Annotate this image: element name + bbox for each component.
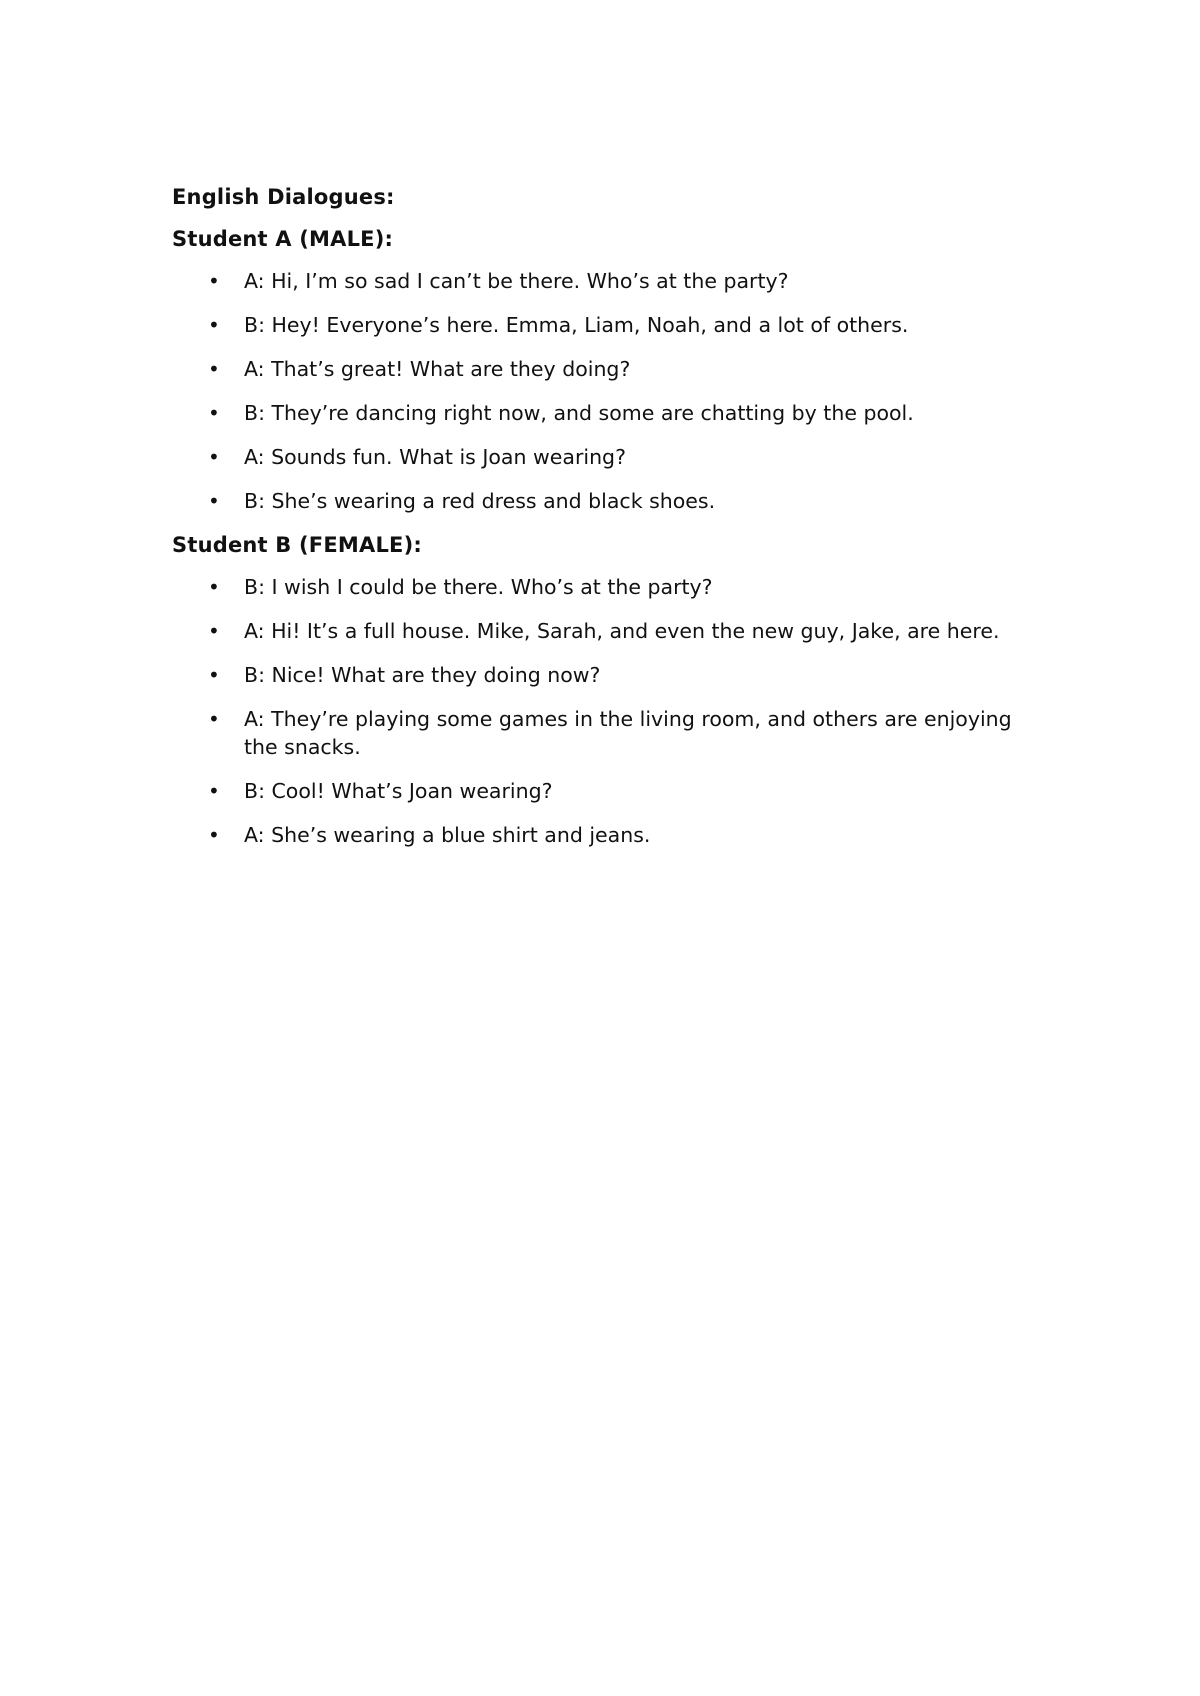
dialogue-text: A: Sounds fun. What is Joan wearing? — [244, 445, 626, 469]
dialogue-text: B: I wish I could be there. Who’s at the party? — [244, 575, 713, 599]
document-content — [172, 183, 1032, 865]
bullet-icon: • — [208, 445, 220, 469]
bullet-icon: • — [208, 269, 220, 293]
dialogue-line — [172, 487, 1014, 515]
dialogue-line — [172, 777, 1014, 805]
bullet-icon: • — [208, 619, 220, 643]
dialogue-line — [172, 311, 1014, 339]
bullet-icon: • — [208, 823, 220, 847]
dialogue-text: B: They’re dancing right now, and some are chatting by the pool. — [244, 401, 914, 425]
dialogue-text: B: Nice! What are they doing now? — [244, 663, 601, 687]
dialogue-line — [172, 705, 1014, 761]
dialogue-text: A: That’s great! What are they doing? — [244, 357, 631, 381]
dialogue-line — [172, 443, 1014, 471]
bullet-icon: • — [208, 313, 220, 337]
bullet-icon: • — [208, 663, 220, 687]
dialogue-line — [172, 267, 1014, 295]
section-heading-student-a: Student A (MALE): — [172, 227, 394, 251]
bullet-icon: • — [208, 779, 220, 803]
dialogue-line — [172, 573, 1014, 601]
bullet-icon: • — [208, 489, 220, 513]
bullet-icon: • — [208, 575, 220, 599]
bullet-icon: • — [208, 401, 220, 425]
dialogue-text: A: They’re playing some games in the living room, and others are enjoying the snacks. — [244, 707, 1012, 759]
dialogue-text: A: Hi, I’m so sad I can’t be there. Who’s at the party? — [244, 269, 789, 293]
dialogue-line — [172, 617, 1014, 645]
dialogue-line — [172, 399, 1014, 427]
dialogue-line — [172, 661, 1014, 689]
dialogue-text: B: She’s wearing a red dress and black shoes. — [244, 489, 716, 513]
document-title: English Dialogues: — [172, 185, 395, 209]
dialogue-line — [172, 821, 1014, 849]
section-heading-student-b: Student B (FEMALE): — [172, 533, 422, 557]
dialogue-text: B: Hey! Everyone’s here. Emma, Liam, Noah, and a lot of others. — [244, 313, 909, 337]
dialogue-line — [172, 355, 1014, 383]
dialogue-list-student-a — [172, 267, 1032, 515]
dialogue-text: B: Cool! What’s Joan wearing? — [244, 779, 553, 803]
dialogue-text: A: She’s wearing a blue shirt and jeans. — [244, 823, 651, 847]
bullet-icon: • — [208, 357, 220, 381]
dialogue-text: A: Hi! It’s a full house. Mike, Sarah, and even the new guy, Jake, are here. — [244, 619, 1000, 643]
dialogue-list-student-b — [172, 573, 1032, 849]
bullet-icon: • — [208, 707, 220, 731]
